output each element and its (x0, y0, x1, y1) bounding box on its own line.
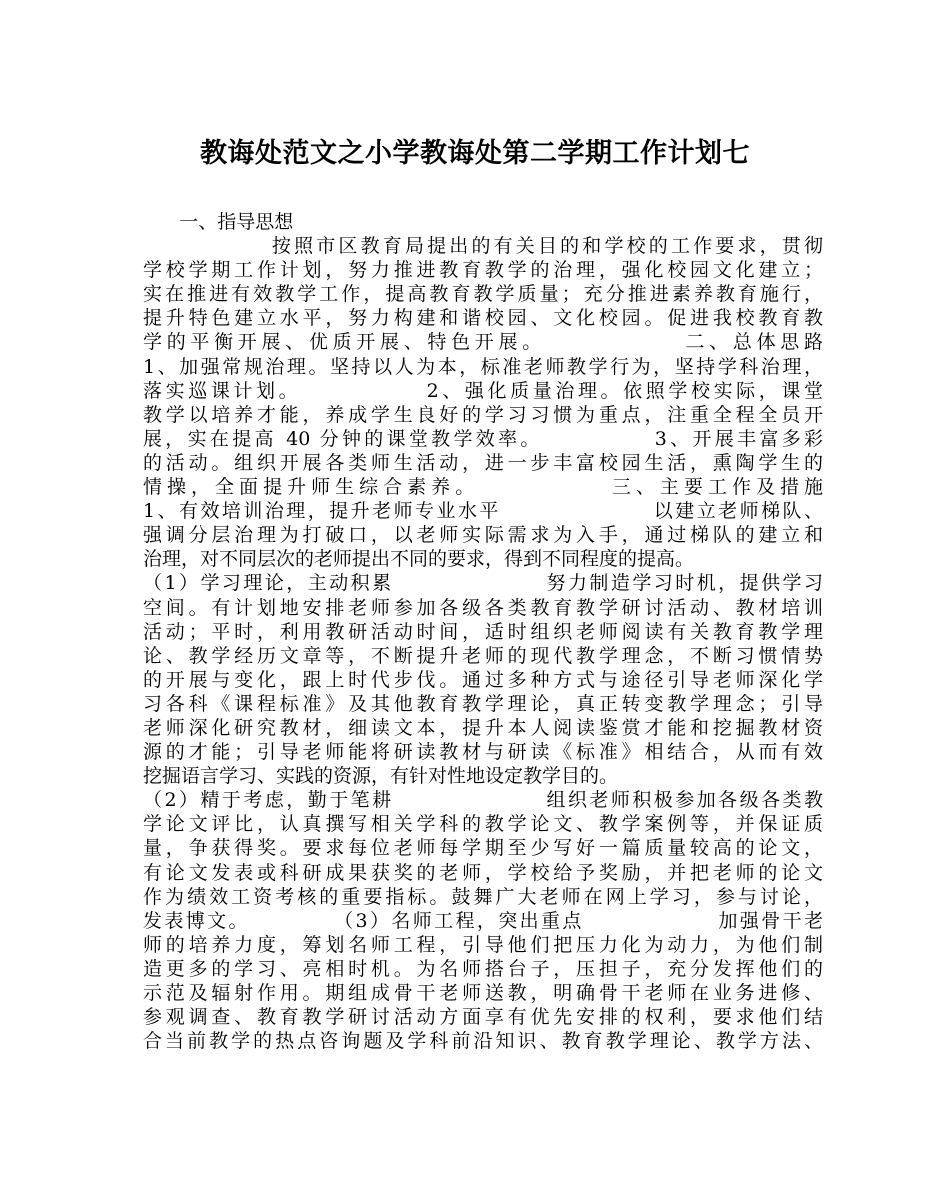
body-line: 示范及辐射作用。期组成骨干老师送教，明确骨干老师在业务进修、 (143, 982, 823, 1004)
document-title: 教诲处范文之小学教诲处第二学期工作计划七 (200, 138, 750, 169)
body-line: 1、有效培训治理，提升老师专业水平 以建立老师梯队、 (143, 500, 823, 523)
body-line: 展，实在提高 40 分钟的课堂教学效率。 3、开展丰富多彩 (143, 427, 823, 450)
body-line: 教学以培养才能，养成学生良好的学习习惯为重点，注重全程全员开 (143, 403, 823, 426)
body-line: 习各科《课程标准》及其他教育教学理论，真正转变教学理念；引导 (143, 692, 823, 715)
body-line: 作为绩效工资考核的重要指标。鼓舞广大老师在网上学习，参与讨论， (143, 885, 823, 908)
body-line: 造更多的学习、亮相时机。为名师搭台子，压担子，充分发挥他们的 (143, 957, 823, 980)
body-line: 1、加强常规治理。坚持以人为本，标准老师教学行为，坚持学科治理， (143, 355, 823, 378)
body-line: 的活动。组织开展各类师生活动，进一步丰富校园生活，熏陶学生的 (143, 451, 823, 474)
body-line: 空间。有计划地安排老师参加各级各类教育教学研讨活动、教材培训 (143, 596, 823, 619)
body-line: 源的才能；引导老师能将研读教材与研读《标准》相结合，从而有效 (143, 741, 823, 764)
body-line: 提升特色建立水平，努力构建和谐校园、文化校园。促进我校教育教 (143, 307, 823, 330)
document-body (143, 210, 823, 1053)
body-line: 学论文评比，认真撰写相关学科的教学论文、教学案例等，并保证质 (143, 813, 823, 836)
body-line: 老师深化研究教材，细读文本，提升本人阅读鉴赏才能和挖掘教材资 (143, 716, 823, 739)
body-line: （1）学习理论，主动积累 努力制造学习时机，提供学习 (143, 572, 823, 595)
body-line: 落实巡课计划。 2、强化质量治理。依照学校实际，课堂 (143, 379, 823, 402)
body-line: 的开展与变化，跟上时代步伐。通过多种方式与途径引导老师深化学 (143, 668, 823, 691)
body-line: 活动；平时，利用教研活动时间，适时组织老师阅读有关教育教学理 (143, 620, 823, 643)
body-line: 学校学期工作计划，努力推进教育教学的治理，强化校园文化建立； (143, 259, 823, 282)
body-line: （2）精于考虑，勤于笔耕 组织老师积极参加各级各类教 (143, 789, 823, 812)
body-line: 发表博文。 （3）名师工程，突出重点 加强骨干老 (143, 909, 823, 932)
body-line: 实在推进有效教学工作，提高教育教学质量；充分推进素养教育施行， (143, 283, 823, 306)
body-line: 合当前教学的热点咨询题及学科前沿知识、教育教学理论、教学方法、 (143, 1030, 823, 1053)
body-line: 情操，全面提升师生综合素养。 三、主要工作及措施 (143, 476, 823, 499)
body-line: 治理，对不同层次的老师提出不同的要求，得到不同程度的提高。 (143, 548, 695, 571)
body-line: 师的培养力度，筹划名师工程，引导他们把压力化为动力，为他们制 (143, 933, 823, 956)
body-line: 学的平衡开展、优质开展、特色开展。 二、总体思路 (143, 331, 823, 354)
body-line: 参观调查、教育教学研讨活动方面享有优先安排的权利，要求他们结 (143, 1006, 823, 1029)
body-line: 强调分层治理为打破口，以老师实际需求为入手，通过梯队的建立和 (143, 524, 823, 547)
body-line: 量，争获得奖。要求每位老师每学期至少写好一篇质量较高的论文， (143, 837, 823, 860)
body-line: 按照市区教育局提出的有关目的和学校的工作要求，贯彻 (143, 235, 823, 258)
body-line: 有论文发表或科研成果获奖的老师，学校给予奖励，并把老师的论文 (143, 861, 823, 884)
body-line: 挖掘语言学习、实践的资源，有针对性地设定教学目的。 (143, 765, 619, 788)
body-line: 一、指导思想 (143, 211, 294, 233)
body-line: 论、教学经历文章等，不断提升老师的现代教学理念，不断习惯情势 (143, 644, 823, 667)
